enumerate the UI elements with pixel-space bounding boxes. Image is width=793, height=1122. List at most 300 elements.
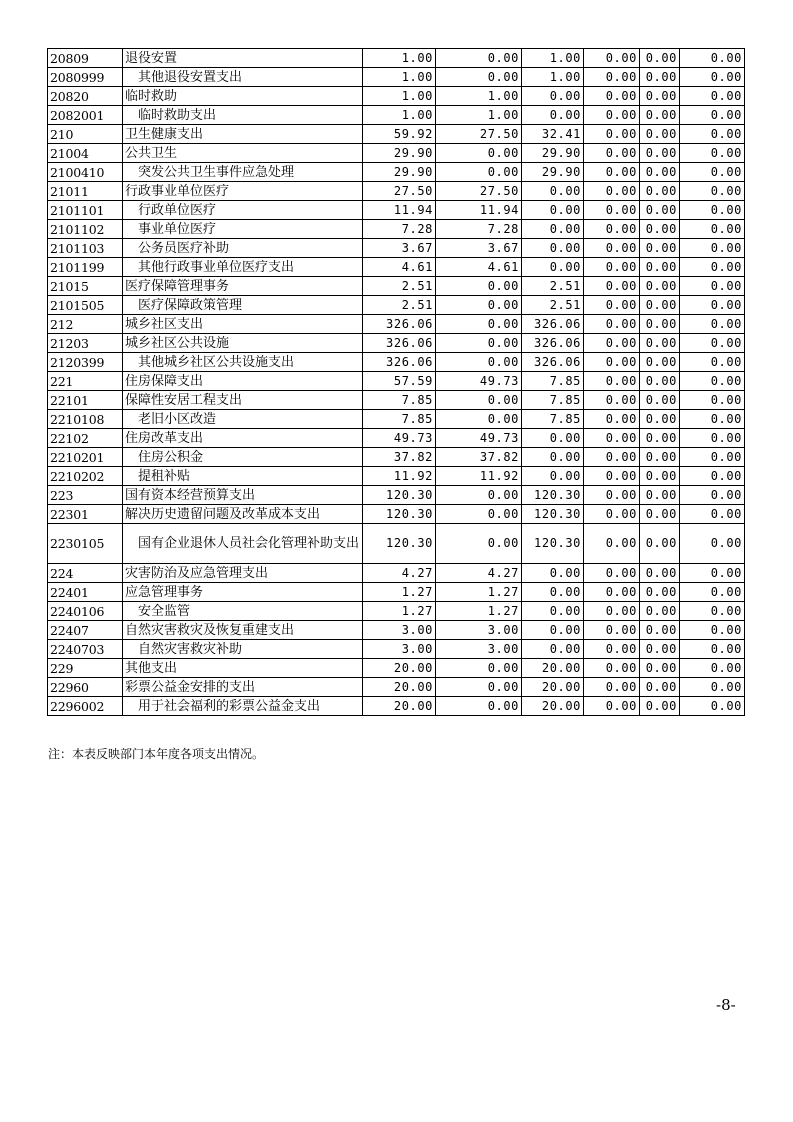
subject-name: 安全监管	[138, 603, 191, 619]
subject-name: 住房公积金	[138, 449, 204, 465]
amount-cell: 0.00	[680, 353, 745, 372]
amount-cell: 0.00	[522, 182, 584, 201]
amount-cell: 57.59	[363, 372, 436, 391]
subject-code-cell: 2101101	[48, 201, 123, 220]
amount-cell: 0.00	[584, 277, 640, 296]
amount-cell: 11.92	[363, 467, 436, 486]
amount-cell: 0.00	[640, 353, 680, 372]
subject-code-cell: 21004	[48, 144, 123, 163]
amount-cell: 27.50	[436, 182, 522, 201]
subject-name: 彩票公益金安排的支出	[125, 679, 256, 695]
subject-name-cell	[123, 602, 363, 621]
amount-cell: 1.27	[363, 583, 436, 602]
subject-name-cell	[123, 583, 363, 602]
amount-cell: 3.00	[363, 640, 436, 659]
amount-cell: 20.00	[363, 678, 436, 697]
amount-cell: 0.00	[522, 583, 584, 602]
amount-cell: 0.00	[584, 49, 640, 68]
amount-cell: 1.27	[436, 583, 522, 602]
amount-cell: 0.00	[584, 564, 640, 583]
amount-cell: 0.00	[640, 640, 680, 659]
amount-cell: 0.00	[640, 391, 680, 410]
amount-cell: 0.00	[584, 391, 640, 410]
table-row	[48, 621, 745, 640]
amount-cell: 7.28	[363, 220, 436, 239]
amount-cell: 7.28	[436, 220, 522, 239]
table-row	[48, 448, 745, 467]
amount-cell: 1.00	[522, 68, 584, 87]
amount-cell: 0.00	[680, 106, 745, 125]
amount-cell: 0.00	[640, 524, 680, 564]
amount-cell: 4.27	[363, 564, 436, 583]
subject-name: 应急管理事务	[125, 584, 204, 600]
table-row	[48, 505, 745, 524]
amount-cell: 326.06	[363, 315, 436, 334]
subject-code-cell: 21203	[48, 334, 123, 353]
subject-code-cell: 22960	[48, 678, 123, 697]
amount-cell: 0.00	[640, 448, 680, 467]
amount-cell: 3.00	[436, 640, 522, 659]
table-row	[48, 239, 745, 258]
amount-cell: 0.00	[680, 564, 745, 583]
amount-cell: 120.30	[363, 486, 436, 505]
amount-cell: 59.92	[363, 125, 436, 144]
amount-cell: 0.00	[640, 678, 680, 697]
amount-cell: 326.06	[522, 315, 584, 334]
table-row	[48, 640, 745, 659]
amount-cell: 20.00	[522, 697, 584, 716]
table-row	[48, 49, 745, 68]
subject-code-cell: 22301	[48, 505, 123, 524]
amount-cell: 0.00	[640, 125, 680, 144]
amount-cell: 0.00	[680, 87, 745, 106]
amount-cell: 0.00	[522, 621, 584, 640]
subject-code-cell: 2120399	[48, 353, 123, 372]
amount-cell: 0.00	[680, 429, 745, 448]
amount-cell: 0.00	[680, 220, 745, 239]
amount-cell: 0.00	[584, 410, 640, 429]
subject-name-cell	[123, 621, 363, 640]
table-row	[48, 144, 745, 163]
table-row	[48, 106, 745, 125]
amount-cell: 0.00	[640, 429, 680, 448]
amount-cell: 0.00	[584, 68, 640, 87]
table-row	[48, 564, 745, 583]
subject-code-cell: 2101505	[48, 296, 123, 315]
subject-code-cell: 20820	[48, 87, 123, 106]
subject-code-cell: 2230105	[48, 524, 123, 564]
amount-cell: 0.00	[640, 239, 680, 258]
amount-cell: 326.06	[522, 334, 584, 353]
amount-cell: 0.00	[584, 524, 640, 564]
subject-name-cell	[123, 505, 363, 524]
amount-cell: 0.00	[436, 524, 522, 564]
amount-cell: 0.00	[436, 68, 522, 87]
table-row	[48, 182, 745, 201]
amount-cell: 0.00	[640, 163, 680, 182]
amount-cell: 49.73	[363, 429, 436, 448]
amount-cell: 0.00	[680, 678, 745, 697]
amount-cell: 0.00	[436, 410, 522, 429]
subject-name: 其他支出	[125, 660, 178, 676]
amount-cell: 4.61	[436, 258, 522, 277]
table-row	[48, 678, 745, 697]
table-body	[48, 49, 745, 716]
subject-name: 行政事业单位医疗	[125, 183, 230, 199]
amount-cell: 0.00	[680, 583, 745, 602]
amount-cell: 0.00	[640, 258, 680, 277]
amount-cell: 0.00	[436, 391, 522, 410]
subject-name: 住房改革支出	[125, 430, 204, 446]
subject-name-cell	[123, 640, 363, 659]
subject-name: 老旧小区改造	[138, 411, 217, 427]
amount-cell: 1.00	[522, 49, 584, 68]
amount-cell: 0.00	[436, 296, 522, 315]
amount-cell: 1.00	[363, 106, 436, 125]
amount-cell: 0.00	[436, 163, 522, 182]
amount-cell: 0.00	[522, 429, 584, 448]
amount-cell: 0.00	[680, 410, 745, 429]
amount-cell: 0.00	[584, 602, 640, 621]
amount-cell: 37.82	[436, 448, 522, 467]
amount-cell: 0.00	[680, 163, 745, 182]
subject-code-cell: 2240106	[48, 602, 123, 621]
amount-cell: 0.00	[680, 448, 745, 467]
subject-name: 公共卫生	[125, 145, 178, 161]
amount-cell: 0.00	[436, 486, 522, 505]
amount-cell: 0.00	[522, 467, 584, 486]
amount-cell: 29.90	[363, 144, 436, 163]
subject-code-cell: 22407	[48, 621, 123, 640]
subject-name-cell	[123, 410, 363, 429]
amount-cell: 0.00	[640, 334, 680, 353]
table-row	[48, 697, 745, 716]
subject-name: 临时救助支出	[138, 107, 217, 123]
subject-name-cell	[123, 429, 363, 448]
table-row	[48, 429, 745, 448]
subject-name-cell	[123, 220, 363, 239]
subject-name-cell	[123, 315, 363, 334]
amount-cell: 0.00	[680, 125, 745, 144]
amount-cell: 1.00	[436, 106, 522, 125]
subject-name-cell	[123, 144, 363, 163]
amount-cell: 120.30	[363, 505, 436, 524]
amount-cell: 0.00	[640, 106, 680, 125]
subject-name-cell	[123, 68, 363, 87]
amount-cell: 0.00	[436, 334, 522, 353]
amount-cell: 0.00	[680, 277, 745, 296]
amount-cell: 0.00	[640, 201, 680, 220]
subject-name-cell	[123, 353, 363, 372]
table-row	[48, 602, 745, 621]
subject-name: 自然灾害救灾补助	[138, 641, 243, 657]
amount-cell: 0.00	[680, 296, 745, 315]
table-row	[48, 125, 745, 144]
table-row	[48, 353, 745, 372]
amount-cell: 0.00	[522, 564, 584, 583]
subject-name-cell	[123, 239, 363, 258]
table-row	[48, 315, 745, 334]
table-row	[48, 583, 745, 602]
amount-cell: 1.00	[363, 68, 436, 87]
subject-name-cell	[123, 448, 363, 467]
amount-cell: 0.00	[436, 678, 522, 697]
subject-name-cell	[123, 524, 363, 564]
amount-cell: 0.00	[584, 239, 640, 258]
amount-cell: 0.00	[584, 486, 640, 505]
amount-cell: 0.00	[584, 125, 640, 144]
amount-cell: 2.51	[522, 296, 584, 315]
subject-name: 退役安置	[125, 50, 178, 66]
amount-cell: 2.51	[522, 277, 584, 296]
amount-cell: 27.50	[363, 182, 436, 201]
amount-cell: 49.73	[436, 429, 522, 448]
amount-cell: 0.00	[584, 220, 640, 239]
amount-cell: 0.00	[436, 315, 522, 334]
subject-name-cell	[123, 564, 363, 583]
subject-name-cell	[123, 258, 363, 277]
amount-cell: 4.61	[363, 258, 436, 277]
amount-cell: 0.00	[584, 583, 640, 602]
table-row	[48, 410, 745, 429]
subject-name: 城乡社区支出	[125, 316, 204, 332]
amount-cell: 2.51	[363, 296, 436, 315]
amount-cell: 3.67	[363, 239, 436, 258]
table-row	[48, 163, 745, 182]
subject-code-cell: 20809	[48, 49, 123, 68]
amount-cell: 0.00	[680, 334, 745, 353]
amount-cell: 0.00	[680, 239, 745, 258]
table-row	[48, 659, 745, 678]
amount-cell: 0.00	[640, 505, 680, 524]
amount-cell: 0.00	[680, 697, 745, 716]
subject-name: 突发公共卫生事件应急处理	[138, 164, 295, 180]
amount-cell: 27.50	[436, 125, 522, 144]
amount-cell: 0.00	[640, 49, 680, 68]
table-row	[48, 524, 745, 564]
amount-cell: 0.00	[680, 182, 745, 201]
amount-cell: 0.00	[680, 49, 745, 68]
table-row	[48, 258, 745, 277]
subject-name-cell	[123, 163, 363, 182]
amount-cell: 0.00	[680, 372, 745, 391]
amount-cell: 0.00	[680, 621, 745, 640]
subject-name: 住房保障支出	[125, 373, 204, 389]
subject-code-cell: 2240703	[48, 640, 123, 659]
amount-cell: 0.00	[640, 87, 680, 106]
subject-code-cell: 210	[48, 125, 123, 144]
subject-name: 公务员医疗补助	[138, 240, 230, 256]
amount-cell: 7.85	[363, 410, 436, 429]
subject-name: 国有资本经营预算支出	[125, 487, 256, 503]
subject-code-cell: 2101199	[48, 258, 123, 277]
amount-cell: 0.00	[584, 429, 640, 448]
subject-name-cell	[123, 182, 363, 201]
amount-cell: 0.00	[436, 353, 522, 372]
amount-cell: 0.00	[436, 144, 522, 163]
amount-cell: 0.00	[680, 659, 745, 678]
amount-cell: 0.00	[680, 68, 745, 87]
subject-name-cell	[123, 296, 363, 315]
amount-cell: 0.00	[640, 68, 680, 87]
table-row	[48, 391, 745, 410]
amount-cell: 0.00	[522, 87, 584, 106]
amount-cell: 0.00	[640, 372, 680, 391]
subject-name: 解决历史遗留问题及改革成本支出	[125, 506, 321, 522]
amount-cell: 120.30	[363, 524, 436, 564]
amount-cell: 1.27	[363, 602, 436, 621]
amount-cell: 120.30	[522, 505, 584, 524]
amount-cell: 0.00	[584, 353, 640, 372]
subject-code-cell: 21011	[48, 182, 123, 201]
amount-cell: 4.27	[436, 564, 522, 583]
subject-name-cell	[123, 201, 363, 220]
amount-cell: 0.00	[522, 602, 584, 621]
amount-cell: 1.00	[363, 87, 436, 106]
amount-cell: 0.00	[680, 144, 745, 163]
amount-cell: 0.00	[584, 621, 640, 640]
subject-name-cell	[123, 106, 363, 125]
subject-code-cell: 2100410	[48, 163, 123, 182]
expense-table	[47, 48, 745, 716]
amount-cell: 1.27	[436, 602, 522, 621]
subject-name: 用于社会福利的彩票公益金支出	[138, 698, 321, 714]
amount-cell: 0.00	[680, 201, 745, 220]
subject-name-cell	[123, 467, 363, 486]
subject-name: 医疗保障政策管理	[138, 297, 243, 313]
amount-cell: 3.00	[436, 621, 522, 640]
subject-name: 其他城乡社区公共设施支出	[138, 354, 295, 370]
amount-cell: 1.00	[363, 49, 436, 68]
amount-cell: 0.00	[522, 640, 584, 659]
subject-code-cell: 2210201	[48, 448, 123, 467]
amount-cell: 0.00	[584, 659, 640, 678]
amount-cell: 0.00	[584, 163, 640, 182]
amount-cell: 0.00	[640, 410, 680, 429]
amount-cell: 0.00	[640, 564, 680, 583]
subject-code-cell: 2080999	[48, 68, 123, 87]
amount-cell: 0.00	[640, 277, 680, 296]
amount-cell: 29.90	[363, 163, 436, 182]
amount-cell: 0.00	[522, 106, 584, 125]
subject-name-cell	[123, 659, 363, 678]
amount-cell: 0.00	[680, 524, 745, 564]
amount-cell: 0.00	[436, 505, 522, 524]
amount-cell: 0.00	[640, 296, 680, 315]
amount-cell: 0.00	[584, 258, 640, 277]
table-row	[48, 201, 745, 220]
amount-cell: 120.30	[522, 524, 584, 564]
subject-code-cell: 22101	[48, 391, 123, 410]
table-note: 注：本表反映部门本年度各项支出情况。	[48, 747, 265, 761]
subject-code-cell: 223	[48, 486, 123, 505]
amount-cell: 0.00	[640, 602, 680, 621]
subject-name-cell	[123, 678, 363, 697]
amount-cell: 0.00	[640, 220, 680, 239]
amount-cell: 0.00	[640, 182, 680, 201]
subject-name: 医疗保障管理事务	[125, 278, 230, 294]
amount-cell: 326.06	[522, 353, 584, 372]
subject-name: 事业单位医疗	[138, 221, 217, 237]
amount-cell: 0.00	[584, 144, 640, 163]
subject-code-cell: 221	[48, 372, 123, 391]
amount-cell: 2.51	[363, 277, 436, 296]
amount-cell: 0.00	[584, 87, 640, 106]
amount-cell: 0.00	[640, 583, 680, 602]
amount-cell: 0.00	[584, 678, 640, 697]
amount-cell: 0.00	[584, 505, 640, 524]
table-row	[48, 220, 745, 239]
amount-cell: 29.90	[522, 163, 584, 182]
subject-name: 保障性安居工程支出	[125, 392, 243, 408]
subject-code-cell: 229	[48, 659, 123, 678]
amount-cell: 326.06	[363, 334, 436, 353]
subject-name: 城乡社区公共设施	[125, 335, 230, 351]
amount-cell: 0.00	[680, 505, 745, 524]
subject-code-cell: 2101103	[48, 239, 123, 258]
amount-cell: 20.00	[363, 697, 436, 716]
subject-name-cell	[123, 334, 363, 353]
amount-cell: 49.73	[436, 372, 522, 391]
amount-cell: 20.00	[363, 659, 436, 678]
amount-cell: 0.00	[584, 201, 640, 220]
amount-cell: 3.67	[436, 239, 522, 258]
subject-name: 提租补贴	[138, 468, 191, 484]
amount-cell: 7.85	[522, 391, 584, 410]
amount-cell: 0.00	[680, 467, 745, 486]
amount-cell: 7.85	[522, 410, 584, 429]
subject-code-cell: 2210108	[48, 410, 123, 429]
subject-name-cell	[123, 49, 363, 68]
page-number: -8-	[716, 996, 736, 1014]
amount-cell: 11.94	[363, 201, 436, 220]
amount-cell: 1.00	[436, 87, 522, 106]
subject-name-cell	[123, 277, 363, 296]
amount-cell: 0.00	[640, 697, 680, 716]
amount-cell: 0.00	[584, 334, 640, 353]
amount-cell: 3.00	[363, 621, 436, 640]
amount-cell: 0.00	[584, 106, 640, 125]
subject-name: 行政单位医疗	[138, 202, 217, 218]
amount-cell: 0.00	[522, 201, 584, 220]
subject-name: 其他行政事业单位医疗支出	[138, 259, 295, 275]
subject-code-cell: 224	[48, 564, 123, 583]
amount-cell: 0.00	[522, 239, 584, 258]
table-row	[48, 296, 745, 315]
table-row	[48, 486, 745, 505]
amount-cell: 0.00	[680, 640, 745, 659]
subject-code-cell: 2101102	[48, 220, 123, 239]
subject-name: 临时救助	[125, 88, 178, 104]
amount-cell: 120.30	[522, 486, 584, 505]
amount-cell: 20.00	[522, 678, 584, 697]
amount-cell: 0.00	[584, 315, 640, 334]
subject-code-cell: 2210202	[48, 467, 123, 486]
amount-cell: 11.92	[436, 467, 522, 486]
amount-cell: 0.00	[680, 602, 745, 621]
table-row	[48, 68, 745, 87]
amount-cell: 0.00	[436, 277, 522, 296]
subject-name-cell	[123, 87, 363, 106]
amount-cell: 7.85	[522, 372, 584, 391]
subject-code-cell: 212	[48, 315, 123, 334]
amount-cell: 0.00	[584, 467, 640, 486]
amount-cell: 29.90	[522, 144, 584, 163]
table-row	[48, 372, 745, 391]
amount-cell: 37.82	[363, 448, 436, 467]
amount-cell: 0.00	[436, 697, 522, 716]
table-row	[48, 87, 745, 106]
